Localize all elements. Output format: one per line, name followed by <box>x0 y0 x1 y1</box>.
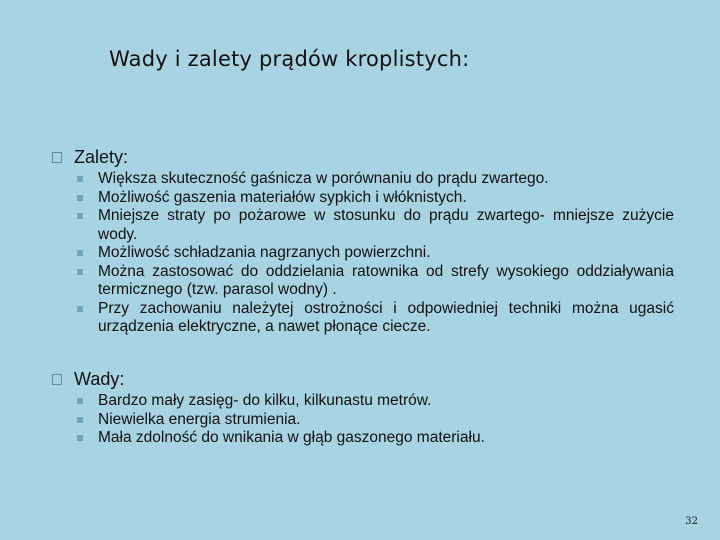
square-bullet-icon <box>77 176 83 182</box>
square-bullet-icon <box>52 374 62 385</box>
square-bullet-icon <box>52 152 62 163</box>
section-label-disadvantages: Wady: <box>74 369 125 389</box>
list-item: Mniejsze straty po pożarowe w stosunku do prądu zwartego- mniejsze zużycie wody. <box>76 207 674 244</box>
square-bullet-icon <box>77 269 83 275</box>
square-bullet-icon <box>77 417 83 423</box>
square-bullet-icon <box>77 195 83 201</box>
square-bullet-icon <box>77 398 83 404</box>
square-bullet-icon <box>77 213 83 219</box>
advantages-list <box>76 170 674 337</box>
section-heading <box>52 146 674 170</box>
list-item: Większa skuteczność gaśnicza w porównaniu do prądu zwartego. <box>76 170 674 189</box>
page-number: 32 <box>685 516 698 527</box>
list-item: Bardzo mały zasięg- do kilku, kilkunastu metrów. <box>76 392 674 411</box>
section-advantages <box>52 146 674 337</box>
square-bullet-icon <box>77 250 83 256</box>
list-item: Można zastosować do oddzielania ratownika od strefy wysokiego oddziaływania termicznego (tzw. parasol wodny) . <box>76 263 674 300</box>
list-item: Mała zdolność do wnikania w głąb gaszonego materiału. <box>76 429 674 448</box>
slide-title: Wady i zalety prądów kroplistych: <box>109 47 470 71</box>
section-heading <box>52 368 674 392</box>
list-item: Możliwość gaszenia materiałów sypkich i włóknistych. <box>76 189 674 208</box>
square-bullet-icon <box>77 306 83 312</box>
section-label-advantages: Zalety: <box>74 147 129 167</box>
list-item: Możliwość schładzania nagrzanych powierzchni. <box>76 244 674 263</box>
disadvantages-list <box>76 392 674 448</box>
square-bullet-icon <box>77 435 83 441</box>
section-disadvantages <box>52 368 674 448</box>
list-item: Niewielka energia strumienia. <box>76 411 674 430</box>
list-item: Przy zachowaniu należytej ostrożności i odpowiedniej techniki można ugasić urządzenia elektryczne, a nawet płonące ciecze. <box>76 300 674 337</box>
